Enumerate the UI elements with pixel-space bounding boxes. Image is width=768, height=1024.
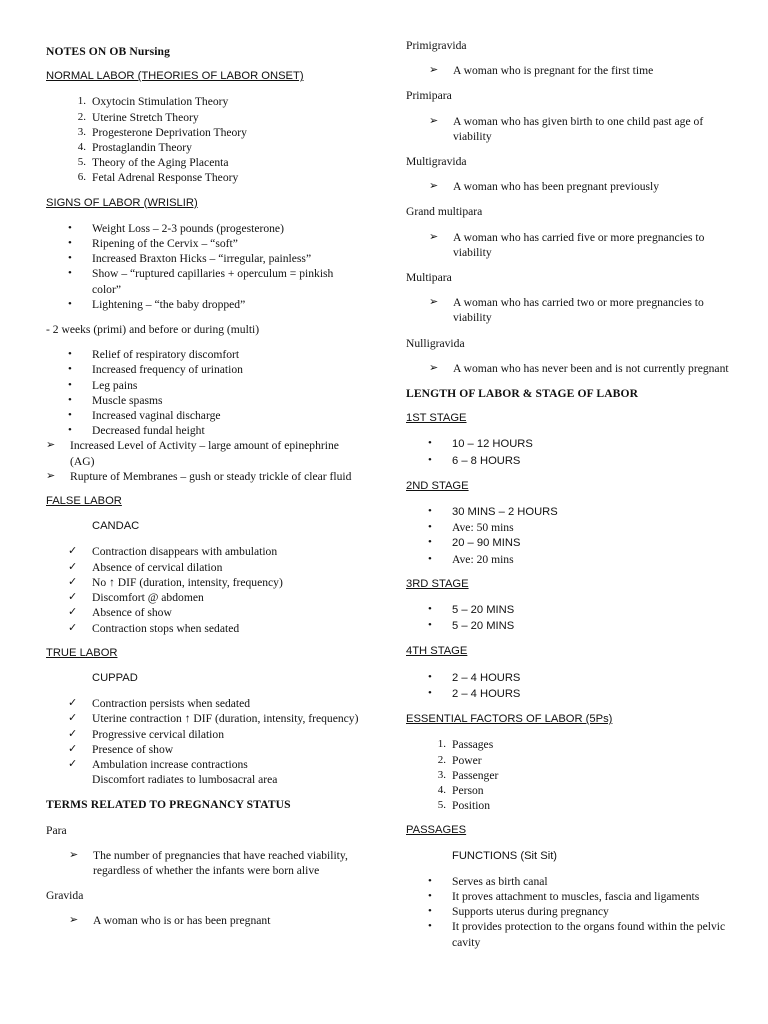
term-definition-list <box>406 361 736 376</box>
term-label: Multipara <box>406 271 452 285</box>
list-item: • 2 – 4 HOURS <box>428 670 521 684</box>
list-item: 2. Power <box>437 753 482 767</box>
list-item: ➢ Rupture of Membranes – gush or steady trickle of clear fluid <box>46 469 352 483</box>
term-definition-list <box>406 230 736 260</box>
list-item: • 20 – 90 MINS <box>428 536 521 550</box>
document-title: NOTES ON OB Nursing <box>46 45 170 58</box>
list-item: • Ave: 20 mins <box>428 552 514 566</box>
list-item: 3. Progesterone Deprivation Theory <box>77 125 247 139</box>
list-item: • 2 – 4 HOURS <box>428 686 521 700</box>
term-label: Primigravida <box>406 39 467 52</box>
list-item: ➢ A woman who has been pregnant previously <box>429 180 660 194</box>
list-item: ✓ Progressive cervical dilation <box>68 727 224 741</box>
stage-heading: 1ST STAGE <box>406 412 467 425</box>
list-item: 2. Uterine Stretch Theory <box>77 110 199 124</box>
list-item: • 10 – 12 HOURS <box>428 437 533 451</box>
list-item: ✓ Discomfort @ abdomen <box>68 591 204 605</box>
lightening-effects-list <box>46 347 364 438</box>
factors-list <box>406 737 736 813</box>
list-item: • Relief of respiratory discomfort <box>68 348 240 362</box>
list-item: ✓ Uterine contraction ↑ DIF (duration, intensity, frequency) <box>68 712 359 726</box>
list-item: • 6 – 8 HOURS <box>428 453 521 467</box>
list-item: • Supports uterus during pregnancy <box>428 905 609 919</box>
true-labor-heading: TRUE LABOR <box>46 646 118 659</box>
stage-list <box>406 436 736 468</box>
list-item: • Increased frequency of urination <box>68 363 243 377</box>
false-labor-list <box>46 544 364 635</box>
term-definition-list <box>406 63 736 78</box>
list-item: ✓ Presence of show <box>68 742 174 756</box>
term-label: Gravida <box>46 889 84 903</box>
term-definition-list <box>46 848 364 878</box>
true-labor-acronym: CUPPAD <box>92 671 138 684</box>
list-item: ✓ Contraction stops when sedated <box>68 621 240 635</box>
term-definition-list <box>406 114 736 144</box>
list-item: ➢ A woman who is or has been pregnant <box>69 914 271 928</box>
list-item: ➢ A woman who is pregnant for the first time <box>429 64 654 78</box>
stage-list <box>406 670 736 702</box>
list-item: 1. Oxytocin Stimulation Theory <box>77 95 229 109</box>
theories-list <box>46 94 364 185</box>
normal-labor-heading: NORMAL LABOR (THEORIES OF LABOR ONSET) <box>46 70 304 83</box>
stage-heading: 2ND STAGE <box>406 479 469 492</box>
signs-heading: SIGNS OF LABOR (WRISLIR) <box>46 196 198 209</box>
list-item: • Muscle spasms <box>68 393 163 407</box>
passages-list <box>406 874 736 950</box>
list-item: • 5 – 20 MINS <box>428 603 515 617</box>
list-item: ✓ Absence of show <box>68 606 172 620</box>
list-item: 4. Prostaglandin Theory <box>77 141 192 155</box>
list-item: ✓ Ambulation increase contractions <box>68 757 248 771</box>
false-labor-acronym: CANDAC <box>92 520 140 533</box>
length-of-labor-heading: LENGTH OF LABOR & STAGE OF LABOR <box>406 387 639 401</box>
list-item: ✓ No ↑ DIF (duration, intensity, frequency) <box>68 575 283 589</box>
list-item: ➢ A woman who has carried two or more pregnancies to viability <box>429 296 704 325</box>
right-column <box>406 38 736 950</box>
list-item: 3. Passenger <box>437 768 499 782</box>
passages-functions: FUNCTIONS (Sit Sit) <box>452 849 558 862</box>
activity-list <box>46 438 364 484</box>
list-item: • Ave: 50 mins <box>428 521 514 535</box>
list-item: ➢ A woman who has carried five or more pregnancies to viability <box>429 230 705 259</box>
list-item: • Decreased fundal height <box>68 424 205 438</box>
list-item: ✓ Absence of cervical dilation <box>68 560 223 574</box>
passages-heading: PASSAGES <box>406 824 467 837</box>
list-item: 5. Position <box>437 799 491 813</box>
list-item: ➢ The number of pregnancies that have reached viability, regardless of whether the infants were born alive <box>69 848 348 877</box>
term-label: Multigravida <box>406 155 467 169</box>
list-item: Discomfort radiates to lumbosacral area <box>92 773 278 787</box>
list-item: 5. Theory of the Aging Placenta <box>77 156 229 170</box>
stage-list <box>406 504 736 567</box>
true-labor-list <box>46 696 364 787</box>
list-item: • Increased Braxton Hicks – “irregular, painless” <box>68 252 312 266</box>
factors-heading: ESSENTIAL FACTORS OF LABOR (5Ps) <box>406 713 613 726</box>
list-item: ✓ Contraction persists when sedated <box>68 697 251 711</box>
list-item: 6. Fetal Adrenal Response Theory <box>77 171 239 185</box>
term-label: Grand multipara <box>406 205 483 219</box>
term-label: Primipara <box>406 89 452 103</box>
lightening-note: - 2 weeks (primi) and before or during (multi) <box>46 323 260 337</box>
left-column <box>46 38 364 929</box>
false-labor-heading: FALSE LABOR <box>46 495 122 508</box>
stage-heading: 4TH STAGE <box>406 645 468 658</box>
term-definition-list <box>406 295 736 325</box>
list-item: • Show – “ruptured capillaries + operculum = pinkish color” <box>68 267 334 296</box>
stage-list <box>406 602 736 634</box>
term-label: Para <box>46 823 67 837</box>
signs-list <box>46 221 364 312</box>
list-item: • Ripening of the Cervix – “soft” <box>68 237 238 251</box>
list-item: • 5 – 20 MINS <box>428 619 515 633</box>
list-item: • 30 MINS – 2 HOURS <box>428 505 558 519</box>
list-item: • Leg pains <box>68 378 138 392</box>
list-item: ✓ Contraction disappears with ambulation <box>68 545 278 559</box>
list-item: • It proves attachment to muscles, fascia and ligaments <box>428 889 700 903</box>
list-item: 1. Passages <box>437 738 494 752</box>
list-item: • Lightening – “the baby dropped” <box>68 297 246 311</box>
list-item: • Serves as birth canal <box>428 874 548 888</box>
terms-heading: TERMS RELATED TO PREGNANCY STATUS <box>46 798 291 812</box>
list-item: 4. Person <box>437 783 484 797</box>
list-item: ➢ Increased Level of Activity – large amount of epinephrine (AG) <box>46 439 339 468</box>
term-definition-list <box>46 913 364 928</box>
term-label: Nulligravida <box>406 336 465 350</box>
list-item: ➢ A woman who has never been and is not currently pregnant <box>429 361 729 375</box>
list-item: ➢ A woman who has given birth to one child past age of viability <box>429 114 704 143</box>
list-item: • It provides protection to the organs found within the pelvic cavity <box>428 920 726 949</box>
stage-heading: 3RD STAGE <box>406 577 469 590</box>
list-item: • Increased vaginal discharge <box>68 409 221 423</box>
term-definition-list <box>406 179 736 194</box>
list-item: • Weight Loss – 2-3 pounds (progesterone) <box>68 221 284 235</box>
